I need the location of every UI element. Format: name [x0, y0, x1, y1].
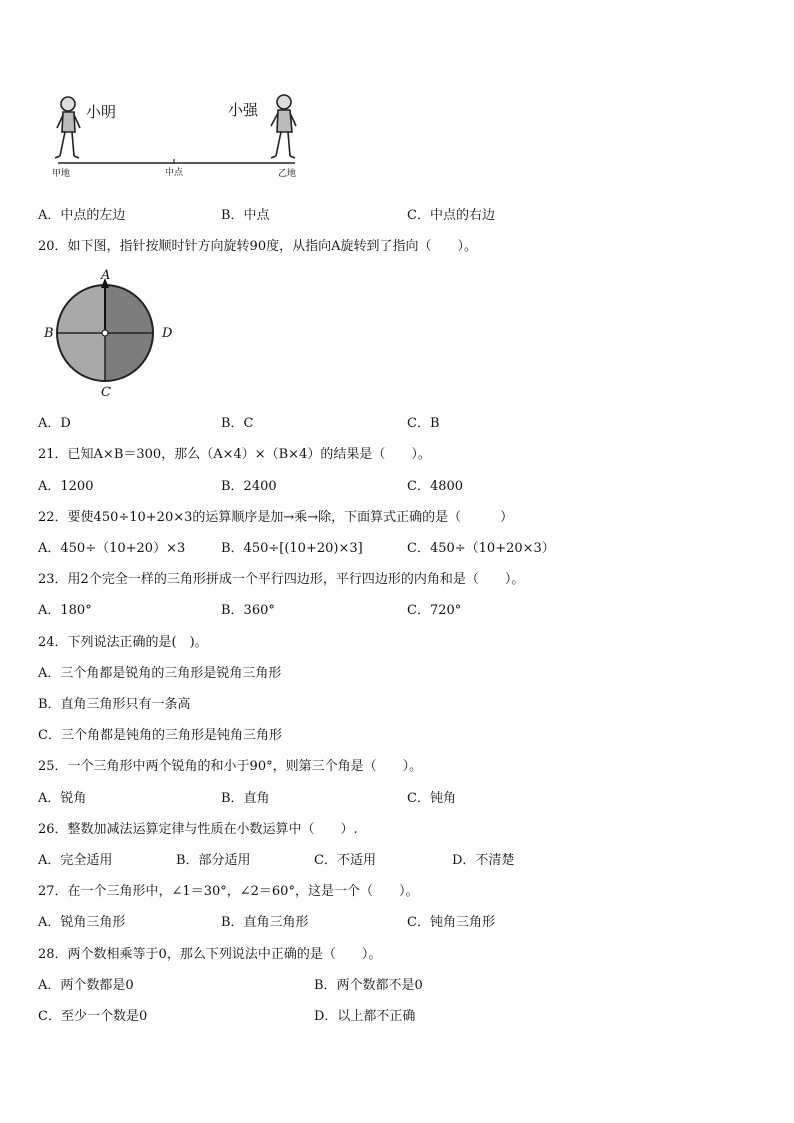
q26-option-d: D．不清楚 [452, 853, 515, 868]
q25-option-b: B．直角 [221, 791, 270, 806]
q19-option-b: B．中点 [221, 208, 270, 223]
q21-stem: 21．已知A×B＝300，那么（A×4）×（B×4）的结果是（ ）。 [38, 447, 431, 462]
q26-stem: 26．整数加减法运算定律与性质在小数运算中（ ）. [38, 822, 358, 837]
q23-stem: 23．用2个完全一样的三角形拼成一个平行四边形，平行四边形的内角和是（ ）。 [38, 572, 525, 587]
q28-stem: 28．两个数相乘等于0，那么下列说法中正确的是（ ）。 [38, 947, 382, 962]
q25-stem: 25．一个三角形中两个锐角的和小于90°，则第三个角是（ ）。 [38, 759, 423, 774]
q20-option-a: A．D [38, 416, 71, 431]
q27-option-b: B．直角三角形 [221, 915, 309, 930]
dial-figure [44, 268, 174, 398]
q25-option-a: A．锐角 [38, 791, 87, 806]
q23-option-a: A．180° [38, 603, 92, 618]
q28-option-d: D．以上都不正确 [314, 1009, 416, 1024]
q21-option-b: B．2400 [221, 479, 277, 494]
q22-option-b: B．450÷[(10+20)×3] [221, 541, 363, 556]
q20-option-b: B．C [221, 416, 254, 431]
dial-label-b: B [44, 326, 54, 341]
q19-option-c: C．中点的右边 [407, 208, 495, 223]
q26-option-c: C．不适用 [314, 853, 376, 868]
q25-option-c: C．钝角 [407, 791, 456, 806]
q22-stem: 22．要使450÷10+20×3的运算顺序是加→乘→除，下面算式正确的是（ ） [38, 510, 514, 525]
dial-label-d: D [162, 326, 173, 341]
q20-stem: 20．如下图，指针按顺时针方向旋转90度，从指向A旋转到了指向（ ）。 [38, 239, 477, 254]
xiaoqiang-person-icon [271, 95, 296, 158]
q22-option-a: A．450÷（10+20）×3 [38, 541, 186, 556]
q26-option-b: B．部分适用 [176, 853, 251, 868]
q23-option-b: B．360° [221, 603, 275, 618]
xiaoming-person-icon [55, 97, 80, 158]
q22-option-c: C．450÷（10+20×3） [407, 541, 555, 556]
q23-option-c: C．720° [407, 603, 462, 618]
q24-stem: 24．下列说法正确的是( )。 [38, 635, 208, 650]
dial-label-c: C [101, 385, 111, 400]
q24-option-a: A．三个角都是锐角的三角形是锐角三角形 [38, 666, 282, 681]
q28-option-a: A．两个数都是0 [38, 978, 134, 993]
left-point-label: 甲地 [52, 169, 71, 179]
q26-option-a: A．完全适用 [38, 853, 113, 868]
q27-option-c: C．钝角三角形 [407, 915, 495, 930]
q27-option-a: A．锐角三角形 [38, 915, 126, 930]
q28-option-b: B．两个数都不是0 [314, 978, 423, 993]
dial-label-a: A [101, 268, 111, 283]
q24-option-c: C．三个角都是钝角的三角形是钝角三角形 [38, 728, 282, 743]
q27-stem: 27．在一个三角形中，∠1＝30°，∠2＝60°，这是一个（ ）。 [38, 884, 419, 899]
mid-point-label: 中点 [165, 168, 184, 178]
q24-option-b: B．直角三角形只有一条高 [38, 697, 191, 712]
right-name-label: 小强 [228, 101, 259, 119]
q21-option-c: C．4800 [407, 479, 464, 494]
q28-option-c: C．至少一个数是0 [38, 1009, 148, 1024]
right-point-label: 乙地 [278, 169, 297, 179]
left-name-label: 小明 [86, 103, 117, 121]
q20-option-c: C．B [407, 416, 440, 431]
q19-option-a: A．中点的左边 [38, 208, 126, 223]
q21-option-a: A．1200 [38, 479, 94, 494]
